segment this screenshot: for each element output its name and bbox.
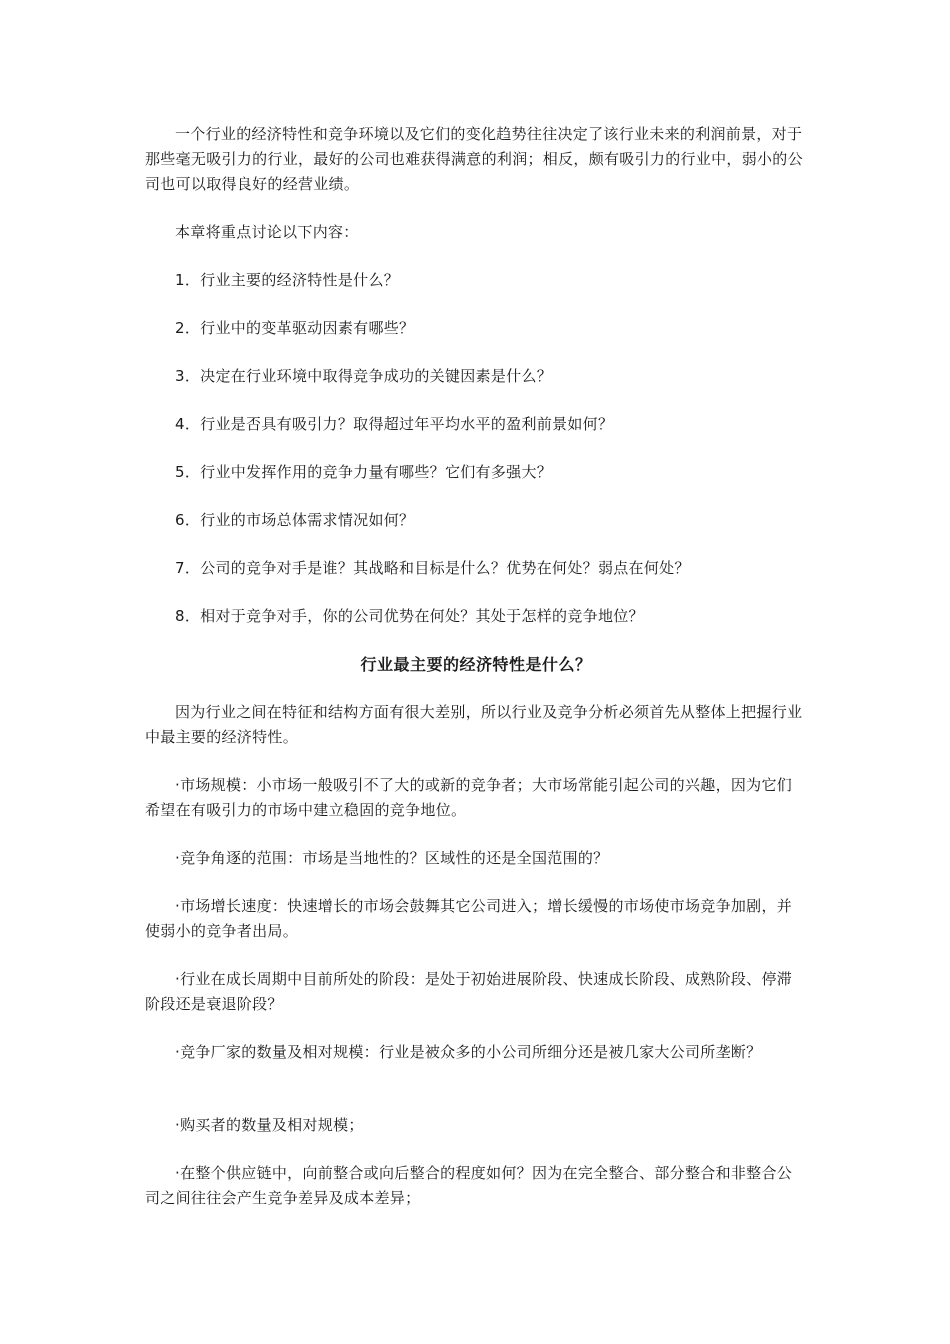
question-item-7: 7．公司的竞争对手是谁？其战略和目标是什么？优势在何处？弱点在何处？ xyxy=(175,559,690,577)
question-item-2: 2．行业中的变革驱动因素有哪些？ xyxy=(175,319,415,337)
question-item-1: 1．行业主要的经济特性是什么？ xyxy=(175,271,400,289)
question-item-8: 8．相对于竞争对手，你的公司优势在何处？其处于怎样的竞争地位？ xyxy=(175,607,644,625)
section-intro-paragraph: 因为行业之间在特征和结构方面有很大差别，所以行业及竞争分析必须首先从整体上把握行业中最主要的经济特性。 xyxy=(145,703,803,746)
section-heading: 行业最主要的经济特性是什么？ xyxy=(360,655,592,674)
bullet-market-growth: ·市场增长速度：快速增长的市场会鼓舞其它公司进入；增长缓慢的市场使市场竞争加剧，并使弱小的竞争者出局。 xyxy=(145,897,793,940)
bullet-competition-scope: ·竞争角逐的范围：市场是当地性的？区域性的还是全国范围的？ xyxy=(175,849,609,867)
question-item-3: 3．决定在行业环境中取得竞争成功的关键因素是什么？ xyxy=(175,367,553,385)
question-item-5: 5．行业中发挥作用的竞争力量有哪些？它们有多强大？ xyxy=(175,463,553,481)
question-item-4: 4．行业是否具有吸引力？取得超过年平均水平的盈利前景如何？ xyxy=(175,415,614,433)
bullet-buyer-count: ·购买者的数量及相对规模； xyxy=(175,1116,364,1134)
focus-intro: 本章将重点讨论以下内容： xyxy=(175,223,359,241)
bullet-lifecycle-stage: ·行业在成长周期中目前所处的阶段：是处于初始进展阶段、快速成长阶段、成熟阶段、停滞阶段还是衰退阶段？ xyxy=(145,970,793,1013)
intro-paragraph: 一个行业的经济特性和竞争环境以及它们的变化趋势往往决定了该行业未来的利润前景，对于那些毫无吸引力的行业，最好的公司也难获得满意的利润；相反，颇有吸引力的行业中，弱小的公司也可以取得良好的经营业绩。 xyxy=(145,125,803,193)
question-item-6: 6．行业的市场总体需求情况如何？ xyxy=(175,511,415,529)
bullet-competitor-count: ·竞争厂家的数量及相对规模：行业是被众多的小公司所细分还是被几家大公司所垄断？ xyxy=(175,1043,762,1061)
bullet-market-size: ·市场规模：小市场一般吸引不了大的或新的竞争者；大市场常能引起公司的兴趣，因为它们希望在有吸引力的市场中建立稳固的竞争地位。 xyxy=(145,776,793,819)
bullet-supply-chain-integration: ·在整个供应链中，向前整合或向后整合的程度如何？因为在完全整合、部分整合和非整合公司之间往往会产生竞争差异及成本差异； xyxy=(145,1164,793,1207)
document-body xyxy=(145,122,807,1211)
